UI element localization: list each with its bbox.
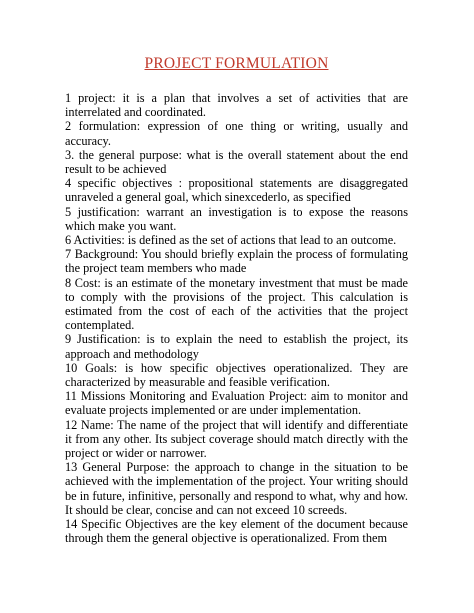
entry-specific-objectives: 4 specific objectives : propositional statements are disaggregated unraveled a general goal, which sinexcederlo, as specified xyxy=(65,176,408,205)
entry-formulation: 2 formulation: expression of one thing or writing, usually and accuracy. xyxy=(65,119,408,148)
entry-specific-objectives-2: 14 Specific Objectives are the key element of the document because through them the general objective is operationalized. From them xyxy=(65,517,408,546)
entry-project: 1 project: it is a plan that involves a set of activities that are interrelated and coordinated. xyxy=(65,91,408,120)
entry-general-purpose: 3. the general purpose: what is the overall statement about the end result to be achieved xyxy=(65,147,408,177)
entry-name: 12 Name: The name of the project that will identify and differentiate it from any other. Its subject coverage should match directly with the project or wider or narrower. xyxy=(65,417,408,461)
document-page xyxy=(65,55,408,546)
entry-justification-2: 9 Justification: is to explain the need to establish the project, its approach and methodology xyxy=(65,332,408,361)
entry-activities: 6 Activities: is defined as the set of actions that lead to an outcome. xyxy=(65,233,397,248)
entry-missions-monitoring: 11 Missions Monitoring and Evaluation Project: aim to monitor and evaluate projects implemented or are under implementation. xyxy=(65,389,408,418)
entry-general-purpose-2: 13 General Purpose: the approach to change in the situation to be achieved with the implementation of the project. Your writing should be in future, infinitive, personally and respond to what, why and how. It should be clear, concise and can not exceed 10 screeds. xyxy=(65,460,408,517)
entry-background: 7 Background: You should briefly explain the process of formulating the project team members who made xyxy=(65,247,408,276)
entry-cost: 8 Cost: is an estimate of the monetary investment that must be made to comply with the provisions of the project. This calculation is estimated from the cost of each of the activities that the project contemplated. xyxy=(65,275,408,333)
page-title: PROJECT FORMULATION xyxy=(144,55,329,72)
entry-goals: 10 Goals: is how specific objectives operationalized. They are characterized by measurable and feasible verification. xyxy=(65,360,408,390)
entry-justification: 5 justification: warrant an investigation is to expose the reasons which make you want. xyxy=(65,204,408,233)
